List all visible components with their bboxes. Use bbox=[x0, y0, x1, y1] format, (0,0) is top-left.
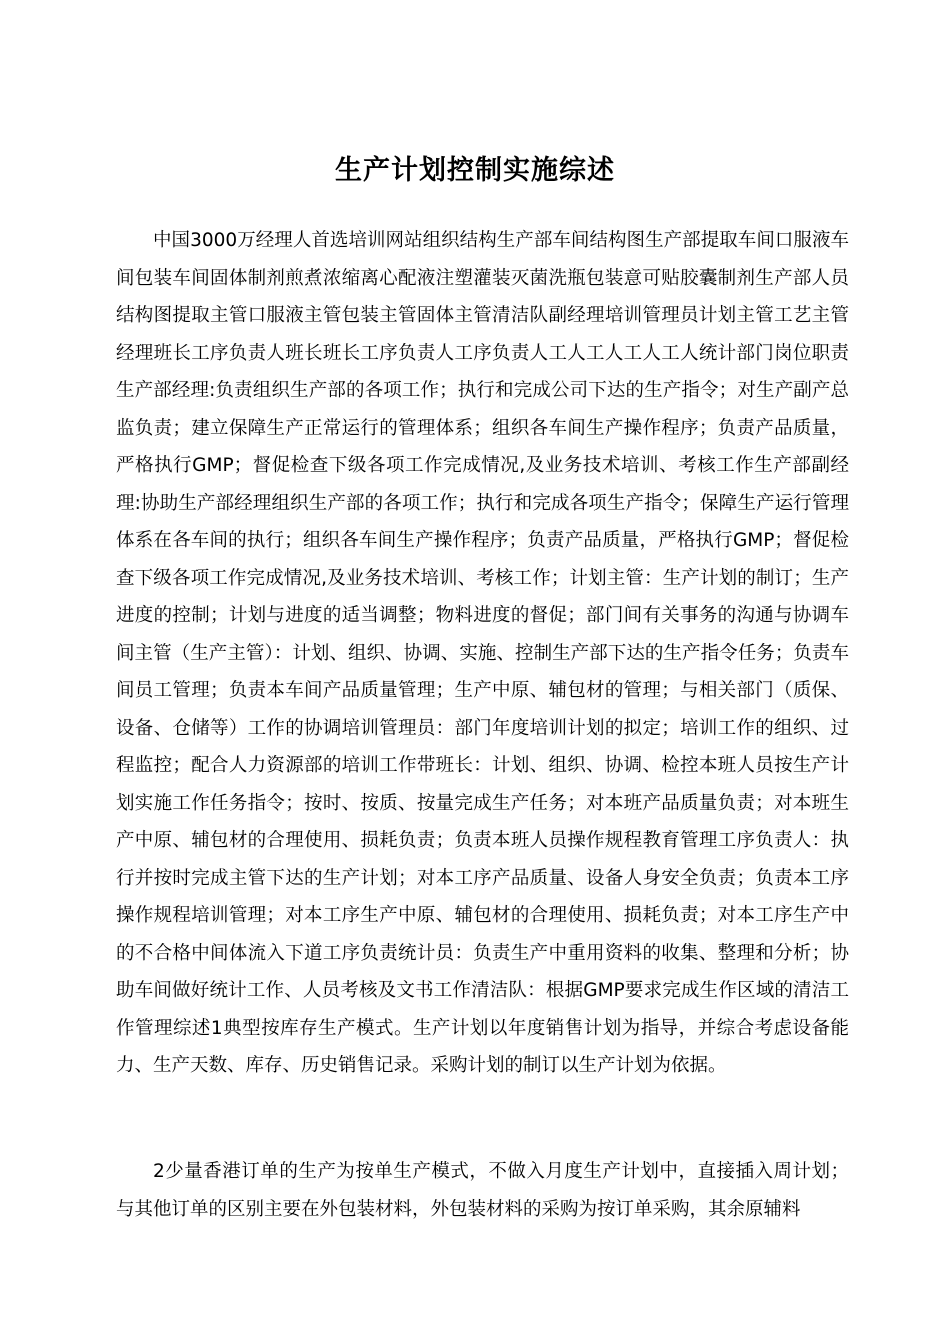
body-paragraph-1: 中国3000万经理人首选培训网站组织结构生产部车间结构图生产部提取车间口服液车间包装车间固体制剂煎煮浓缩离心配液注塑灌装灭菌洗瓶包装意可贴胶囊制剂生产部人员结构图提取主管口服液主管包装主管固体主管清洁队副经理培训管理员计划主管工艺主管经理班长工序负责人班长班长工序负责人工序负责人工人工人工人工人统计部门岗位职责生产部经理:负责组织生产部的各项工作；执行和完成公司下达的生产指令；对生产副产总监负责；建立保障生产正常运行的管理体系；组织各车间生产操作程序；负责产品质量，严格执行GMP；督促检查下级各项工作完成情况,及业务技术培训、考核工作生产部副经理:协助生产部经理组织生产部的各项工作；执行和完成各项生产指令；保障生产运行管理体系在各车间的执行；组织各车间生产操作程序；负责产品质量，严格执行GMP；督促检查下级各项工作完成情况,及业务技术培训、考核工作；计划主管：生产计划的制订；生产进度的控制；计划与进度的适当调整；物料进度的督促；部门间有关事务的沟通与协调车间主管（生产主管）：计划、组织、协调、实施、控制生产部下达的生产指令任务；负责车间员工管理；负责本车间产品质量管理；生产中原、辅包材的管理；与相关部门（质保、设备、仓储等）工作的协调培训管理员：部门年度培训计划的拟定；培训工作的组织、过程监控；配合人力资源部的培训工作带班长：计划、组织、协调、检控本班人员按生产计划实施工作任务指令；按时、按质、按量完成生产任务；对本班产品质量负责；对本班生产中原、辅包材的合理使用、损耗负责；负责本班人员操作规程教育管理工序负责人：执行并按时完成主管下达的生产计划；对本工序产品质量、设备人身安全负责；负责本工序操作规程培训管理；对本工序生产中原、辅包材的合理使用、损耗负责；对本工序生产中的不合格中间体流入下道工序负责统计员：负责生产中重用资料的收集、整理和分析；协助车间做好统计工作、人员考核及文书工作清洁队：根据GMP要求完成生作区域的清洁工作管理综述1典型按库存生产模式。生产计划以年度销售计划为指导，并综合考虑设备能力、生产天数、库存、历史销售记录。采购计划的制订以生产计划为依据。 bbox=[116, 230, 849, 1076]
document-title: 生产计划控制实施综述 bbox=[335, 155, 615, 187]
body-paragraph-2: 2少量香港订单的生产为按单生产模式，不做入月度生产计划中，直接插入周计划；与其他订单的区别主要在外包装材料，外包装材料的采购为按订单采购，其余原辅料 bbox=[116, 1161, 849, 1220]
